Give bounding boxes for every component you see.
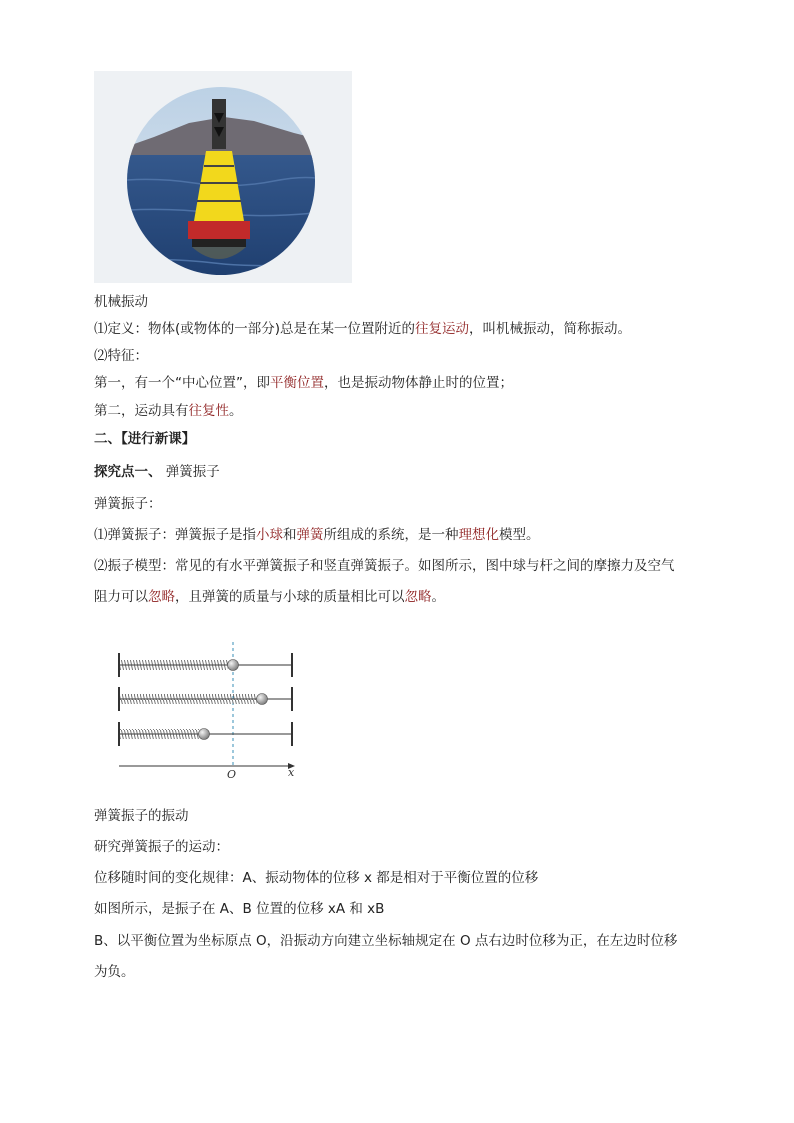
displacement-rule: 位移随时间的变化规律：A、振动物体的位移 x 都是相对于平衡位置的位移 [94, 870, 539, 886]
highlight-text: 往复性 [188, 403, 229, 419]
spring-oscillator-diagram [112, 640, 302, 780]
rule-b-line2: 为负。 [94, 964, 135, 980]
definition-line [94, 320, 631, 338]
text: 弹簧振子 [161, 464, 220, 480]
spring-definition [94, 526, 540, 544]
text: 阻力可以 [94, 589, 148, 605]
highlight-text: 理想化 [458, 527, 499, 543]
oscillator-model-line2 [94, 588, 445, 606]
explore-heading [94, 463, 220, 481]
feature-first [94, 374, 513, 392]
highlight-text: 小球 [256, 527, 283, 543]
text: ，且弹簧的质量与小球的质量相比可以 [175, 589, 405, 605]
text: ⑴弹簧振子：弹簧振子是指 [94, 527, 256, 543]
mech-title: 机械振动 [94, 294, 148, 310]
text: 模型。 [499, 527, 540, 543]
highlight-text: 忽略 [404, 589, 432, 605]
feature-second [94, 402, 243, 420]
text: ，也是振动物体静止时的位置； [324, 375, 513, 391]
text: 第一，有一个“中心位置”，即 [94, 375, 270, 391]
oscillator-model-line1 [94, 557, 675, 575]
axis-label: x [288, 766, 295, 779]
text: ，叫机械振动，简称振动。 [469, 321, 632, 337]
text: 所组成的系统，是一种 [323, 527, 459, 543]
text: 探究点一、 [94, 464, 162, 480]
origin-label: O [227, 768, 237, 780]
highlight-text: 平衡位置 [270, 375, 324, 391]
highlight-text: 弹簧 [296, 527, 324, 543]
study-line: 研究弹簧振子的运动： [94, 839, 229, 855]
as-shown-line: 如图所示，是振子在 A、B 位置的位移 xA 和 xB [94, 901, 385, 917]
text: ⑵振子模型：常见的有水平弹簧振子和竖直弹簧振子。如图所示，图中球与杆之间的摩擦力及空气 [94, 558, 675, 574]
text: 和 [283, 527, 297, 543]
feature-title: ⑵特征： [94, 348, 148, 364]
spring-label: 弹簧振子： [94, 496, 162, 512]
highlight-text: 往复运动 [415, 321, 470, 337]
highlight-text: 忽略 [148, 589, 175, 605]
text: ⑴定义：物体(或物体的一部分)总是在某一位置附近的 [94, 321, 416, 337]
text: 。 [431, 589, 445, 605]
vibration-title: 弹簧振子的振动 [94, 808, 189, 824]
buoy-photo [94, 71, 352, 283]
rule-b-line1: B、以平衡位置为坐标原点 O，沿振动方向建立坐标轴规定在 O 点右边时位移为正，在左边时位移 [94, 933, 678, 949]
text: 。 [229, 403, 243, 419]
text: 第二，运动具有 [94, 403, 189, 419]
new-lesson-heading: 二、【进行新课】 [94, 431, 196, 447]
